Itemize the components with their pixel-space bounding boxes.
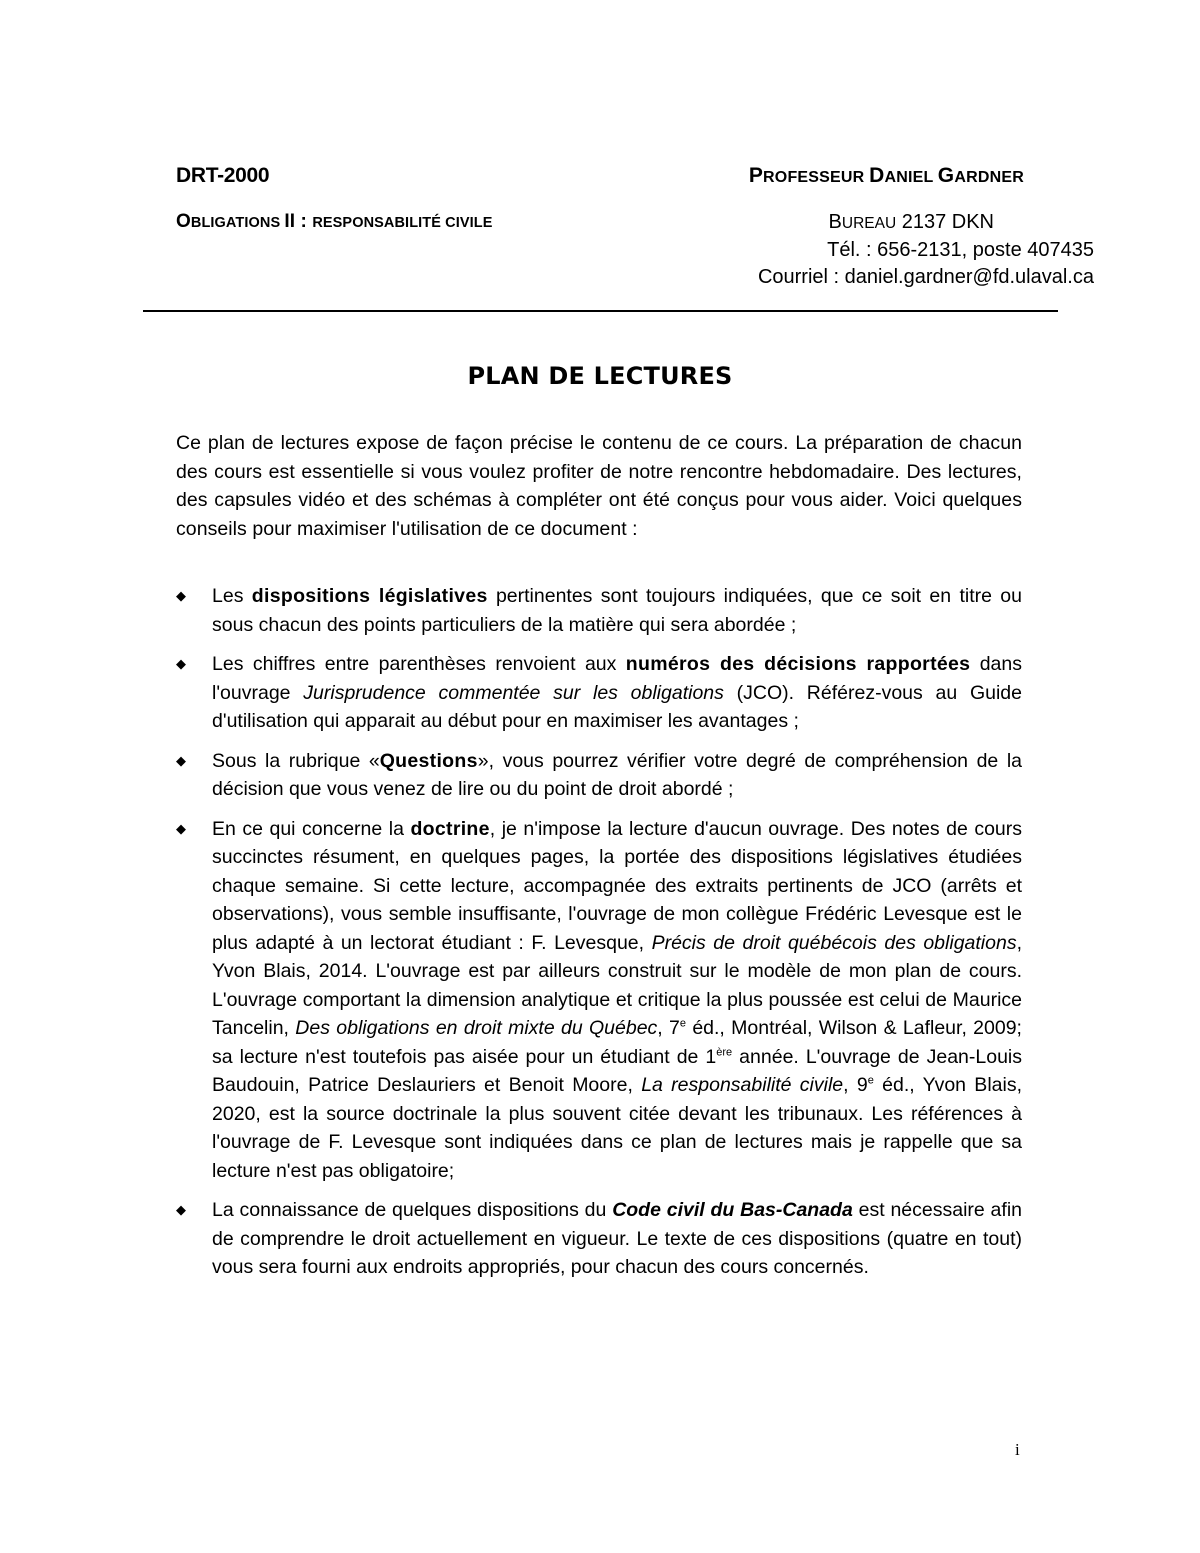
contact-block [674, 209, 1094, 291]
course-code: DRT-2000 [176, 164, 270, 187]
list-item: ◆ En ce qui concerne la doctrine, je n'impose la lecture d'aucun ouvrage. Des notes de cours succinctes résument, en quelques pages, la portée des dispositions législatives étudiées chaque semaine. Si cette lecture, accompagnée des extraits pertinents de JCO (arrêts et observations), vous semble insuffisante, l'ouvrage de mon collègue Frédéric Levesque est le plus adapté à un lectorat étudiant : F. Levesque, Précis de droit québécois des obligations, Yvon Blais, 2014. L'ouvrage est par ailleurs construit sur le modèle de mon plan de cours. L'ouvrage comportant la dimension analytique et critique la plus poussée est celui de Maurice Tancelin, Des obligations en droit mixte du Québec, 7e éd., Montréal, Wilson & Lafleur, 2009; sa lecture n'est toutefois pas aisée pour un étudiant de 1ère année. L'ouvrage de Jean-Louis Baudouin, Patrice Deslauriers et Benoit Moore, La responsabilité civile, 9e éd., Yvon Blais, 2020, est la source doctrinale la plus souvent citée devant les tribunaux. Les références à l'ouvrage de F. Levesque sont indiquées dans ce plan de lectures mais je rappelle que sa lecture n'est pas obligatoire; [176, 817, 1023, 1182]
list-item: ◆ Les chiffres entre parenthèses renvoient aux numéros des décisions rapportées dans l'ouvrage Jurisprudence commentée sur les obligations (JCO). Référez-vous au Guide d'utilisation qui apparait au début pour en maximiser les avantages ; [176, 653, 1022, 732]
course-title: OBLIGATIONS II : RESPONSABILITÉ CIVILE [176, 211, 493, 232]
professor-name: PROFESSEUR DANIEL GARDNER [748, 164, 1024, 187]
diamond-bullet-icon: ◆ [176, 657, 186, 672]
diamond-bullet-icon: ◆ [176, 753, 186, 769]
header-divider [143, 310, 1058, 312]
list-item: ◆ Les dispositions législatives pertinentes sont toujours indiquées, que ce soit en titre ou sous chacun des points particuliers de la matière qui sera abordée ; [176, 585, 1022, 636]
list-item: ◆ Sous la rubrique «Questions», vous pourrez vérifier votre degré de compréhension de la décision que vous venez de lire ou du point de droit abordé ; [176, 749, 1022, 800]
intro-paragraph: Ce plan de lectures expose de façon précise le contenu de ce cours. La préparation de chacun des cours est essentielle si vous voulez profiter de notre rencontre hebdomadaire. Des lectures, des capsules vidéo et des schémas à compléter ont été conçus pour vous aider. Voici quelques conseils pour maximiser l'utilisation de ce document : [176, 432, 1022, 540]
advice-list [176, 582, 1022, 1293]
page-number: i [1015, 1440, 1020, 1459]
office-location: BUREAU 2137 DKN [828, 211, 994, 233]
page-title: PLAN DE LECTURES [467, 362, 733, 390]
diamond-bullet-icon: ◆ [176, 589, 186, 604]
email-address: Courriel : daniel.gardner@fd.ulaval.ca [757, 266, 1094, 288]
list-item: ◆ La connaissance de quelques dispositions du Code civil du Bas-Canada est nécessaire afin de comprendre le droit actuellement en vigueur. Le texte de ces dispositions (quatre en tout) vous sera fourni aux endroits appropriés, pour chacun des cours concernés. [176, 1199, 1022, 1278]
diamond-bullet-icon: ◆ [176, 1203, 186, 1218]
phone-number: Tél. : 656-2131, poste 407435 [827, 239, 1094, 261]
diamond-bullet-icon: ◆ [176, 821, 186, 837]
